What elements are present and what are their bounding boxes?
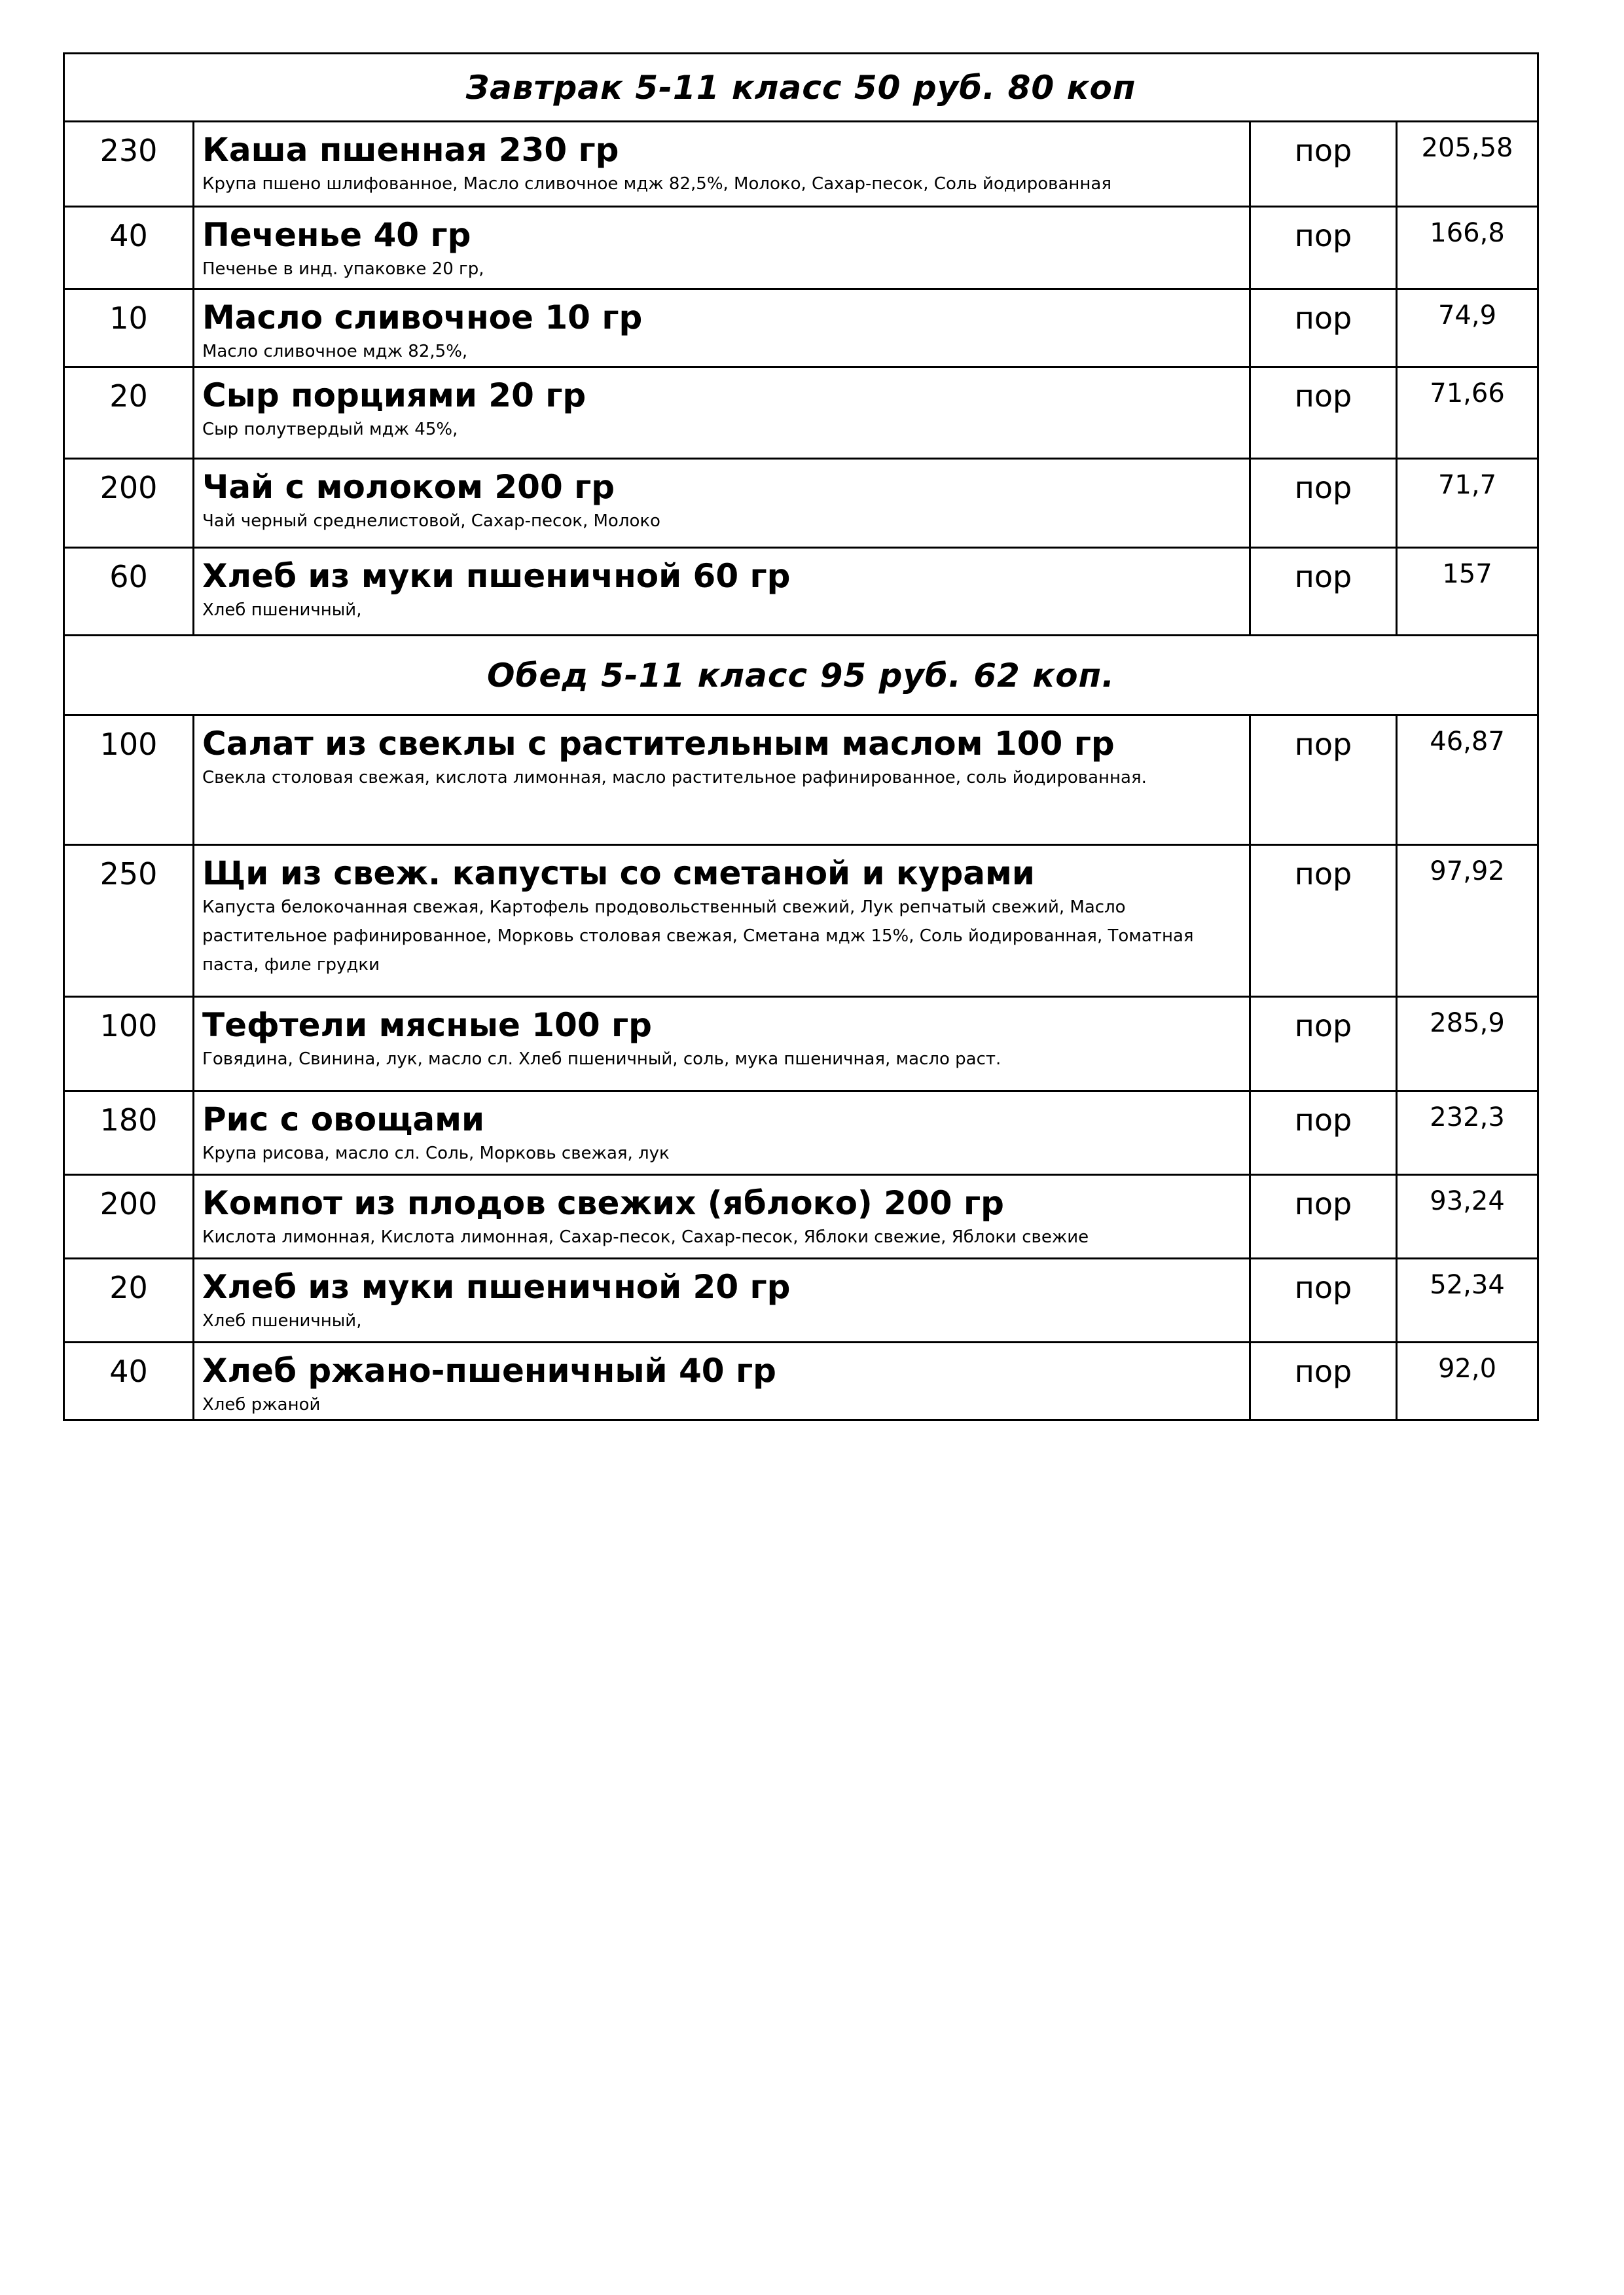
table-row bbox=[64, 207, 1538, 289]
portion-weight: 40 bbox=[64, 207, 194, 289]
table-row bbox=[64, 845, 1538, 997]
dish-cell bbox=[194, 1091, 1250, 1175]
dish-cell bbox=[194, 715, 1250, 845]
table-row bbox=[64, 1259, 1538, 1343]
dish-name: Салат из свеклы с растительным маслом 100 гр bbox=[202, 725, 1115, 763]
dish-name: Рис с овощами bbox=[202, 1100, 485, 1138]
portion-unit: пор bbox=[1250, 367, 1397, 459]
portion-unit: пор bbox=[1250, 207, 1397, 289]
menu-table bbox=[63, 52, 1539, 1421]
price: 205,58 bbox=[1397, 122, 1538, 207]
price: 97,92 bbox=[1397, 845, 1538, 997]
table-row bbox=[64, 997, 1538, 1091]
dish-cell bbox=[194, 207, 1250, 289]
dish-ingredients: Чай черный среднелистовой, Сахар-песок, Молоко bbox=[202, 511, 660, 531]
dish-ingredients: Хлеб пшеничный, bbox=[202, 600, 362, 620]
portion-weight: 100 bbox=[64, 715, 194, 845]
dish-name: Щи из свеж. капусты со сметаной и курами bbox=[202, 854, 1035, 892]
portion-weight: 180 bbox=[64, 1091, 194, 1175]
dish-ingredients: Говядина, Свинина, лук, масло сл. Хлеб пшеничный, соль, мука пшеничная, масло раст. bbox=[202, 1049, 1001, 1069]
breakfast-title: Завтрак 5-11 класс 50 руб. 80 коп bbox=[64, 54, 1538, 122]
dish-ingredients: Масло сливочное мдж 82,5%, bbox=[202, 342, 468, 361]
price: 232,3 bbox=[1397, 1091, 1538, 1175]
portion-weight: 20 bbox=[64, 367, 194, 459]
portion-weight: 200 bbox=[64, 1175, 194, 1259]
section-header-row bbox=[64, 54, 1538, 122]
dish-cell bbox=[194, 1343, 1250, 1420]
price: 285,9 bbox=[1397, 997, 1538, 1091]
dish-name: Печенье 40 гр bbox=[202, 216, 471, 254]
dish-name: Хлеб ржано-пшеничный 40 гр bbox=[202, 1352, 776, 1390]
dish-name: Хлеб из муки пшеничной 20 гр bbox=[202, 1268, 791, 1306]
dish-cell bbox=[194, 845, 1250, 997]
portion-unit: пор bbox=[1250, 1259, 1397, 1343]
dish-cell bbox=[194, 367, 1250, 459]
portion-weight: 20 bbox=[64, 1259, 194, 1343]
portion-unit: пор bbox=[1250, 997, 1397, 1091]
price: 52,34 bbox=[1397, 1259, 1538, 1343]
portion-weight: 100 bbox=[64, 997, 194, 1091]
table-row bbox=[64, 289, 1538, 367]
dish-ingredients: Хлеб пшеничный, bbox=[202, 1311, 362, 1331]
portion-unit: пор bbox=[1250, 1343, 1397, 1420]
dish-ingredients: Сыр полутвердый мдж 45%, bbox=[202, 420, 458, 439]
table-row bbox=[64, 459, 1538, 548]
dish-name: Тефтели мясные 100 гр bbox=[202, 1006, 652, 1044]
dish-ingredients: Хлеб ржаной bbox=[202, 1395, 321, 1415]
dish-cell bbox=[194, 548, 1250, 636]
dish-cell bbox=[194, 1175, 1250, 1259]
dish-cell bbox=[194, 122, 1250, 207]
portion-unit: пор bbox=[1250, 1091, 1397, 1175]
price: 74,9 bbox=[1397, 289, 1538, 367]
price: 71,66 bbox=[1397, 367, 1538, 459]
dish-cell bbox=[194, 1259, 1250, 1343]
portion-weight: 200 bbox=[64, 459, 194, 548]
table-row bbox=[64, 367, 1538, 459]
dish-cell bbox=[194, 459, 1250, 548]
dish-cell bbox=[194, 289, 1250, 367]
dish-name: Компот из плодов свежих (яблоко) 200 гр bbox=[202, 1184, 1004, 1222]
dish-cell bbox=[194, 997, 1250, 1091]
table-row bbox=[64, 715, 1538, 845]
portion-unit: пор bbox=[1250, 1175, 1397, 1259]
portion-weight: 40 bbox=[64, 1343, 194, 1420]
dish-name: Чай с молоком 200 гр bbox=[202, 468, 615, 506]
dish-name: Сыр порциями 20 гр bbox=[202, 376, 586, 414]
price: 166,8 bbox=[1397, 207, 1538, 289]
dish-ingredients: Крупа рисова, масло сл. Соль, Морковь свежая, лук bbox=[202, 1144, 670, 1163]
portion-weight: 230 bbox=[64, 122, 194, 207]
price: 46,87 bbox=[1397, 715, 1538, 845]
dish-ingredients: Свекла столовая свежая, кислота лимонная, масло растительное рафинированное, соль йодированная. bbox=[202, 768, 1147, 787]
price: 157 bbox=[1397, 548, 1538, 636]
portion-weight: 10 bbox=[64, 289, 194, 367]
dish-ingredients: Кислота лимонная, Кислота лимонная, Сахар-песок, Сахар-песок, Яблоки свежие, Яблоки свежие bbox=[202, 1227, 1089, 1247]
price: 71,7 bbox=[1397, 459, 1538, 548]
portion-weight: 250 bbox=[64, 845, 194, 997]
table-row bbox=[64, 1091, 1538, 1175]
portion-unit: пор bbox=[1250, 289, 1397, 367]
table-row bbox=[64, 1175, 1538, 1259]
lunch-title: Обед 5-11 класс 95 руб. 62 коп. bbox=[64, 636, 1538, 715]
portion-unit: пор bbox=[1250, 122, 1397, 207]
dish-name: Масло сливочное 10 гр bbox=[202, 298, 643, 336]
section-header-row bbox=[64, 636, 1538, 715]
dish-ingredients: Печенье в инд. упаковке 20 гр, bbox=[202, 259, 484, 279]
dish-name: Каша пшенная 230 гр bbox=[202, 131, 619, 169]
dish-ingredients: Капуста белокочанная свежая, Картофель продовольственный свежий, Лук репчатый свежий, Масло растительное рафинированное, Морковь столовая свежая, Сметана мдж 15%, Соль йодированная, Томатная паста, филе грудки bbox=[202, 897, 1194, 975]
portion-unit: пор bbox=[1250, 459, 1397, 548]
dish-ingredients: Крупа пшено шлифованное, Масло сливочное мдж 82,5%, Молоко, Сахар-песок, Соль йодированная bbox=[202, 174, 1111, 194]
table-row bbox=[64, 122, 1538, 207]
portion-unit: пор bbox=[1250, 715, 1397, 845]
price: 92,0 bbox=[1397, 1343, 1538, 1420]
portion-unit: пор bbox=[1250, 845, 1397, 997]
dish-name: Хлеб из муки пшеничной 60 гр bbox=[202, 557, 791, 595]
portion-weight: 60 bbox=[64, 548, 194, 636]
table-row bbox=[64, 1343, 1538, 1420]
portion-unit: пор bbox=[1250, 548, 1397, 636]
table-row bbox=[64, 548, 1538, 636]
price: 93,24 bbox=[1397, 1175, 1538, 1259]
